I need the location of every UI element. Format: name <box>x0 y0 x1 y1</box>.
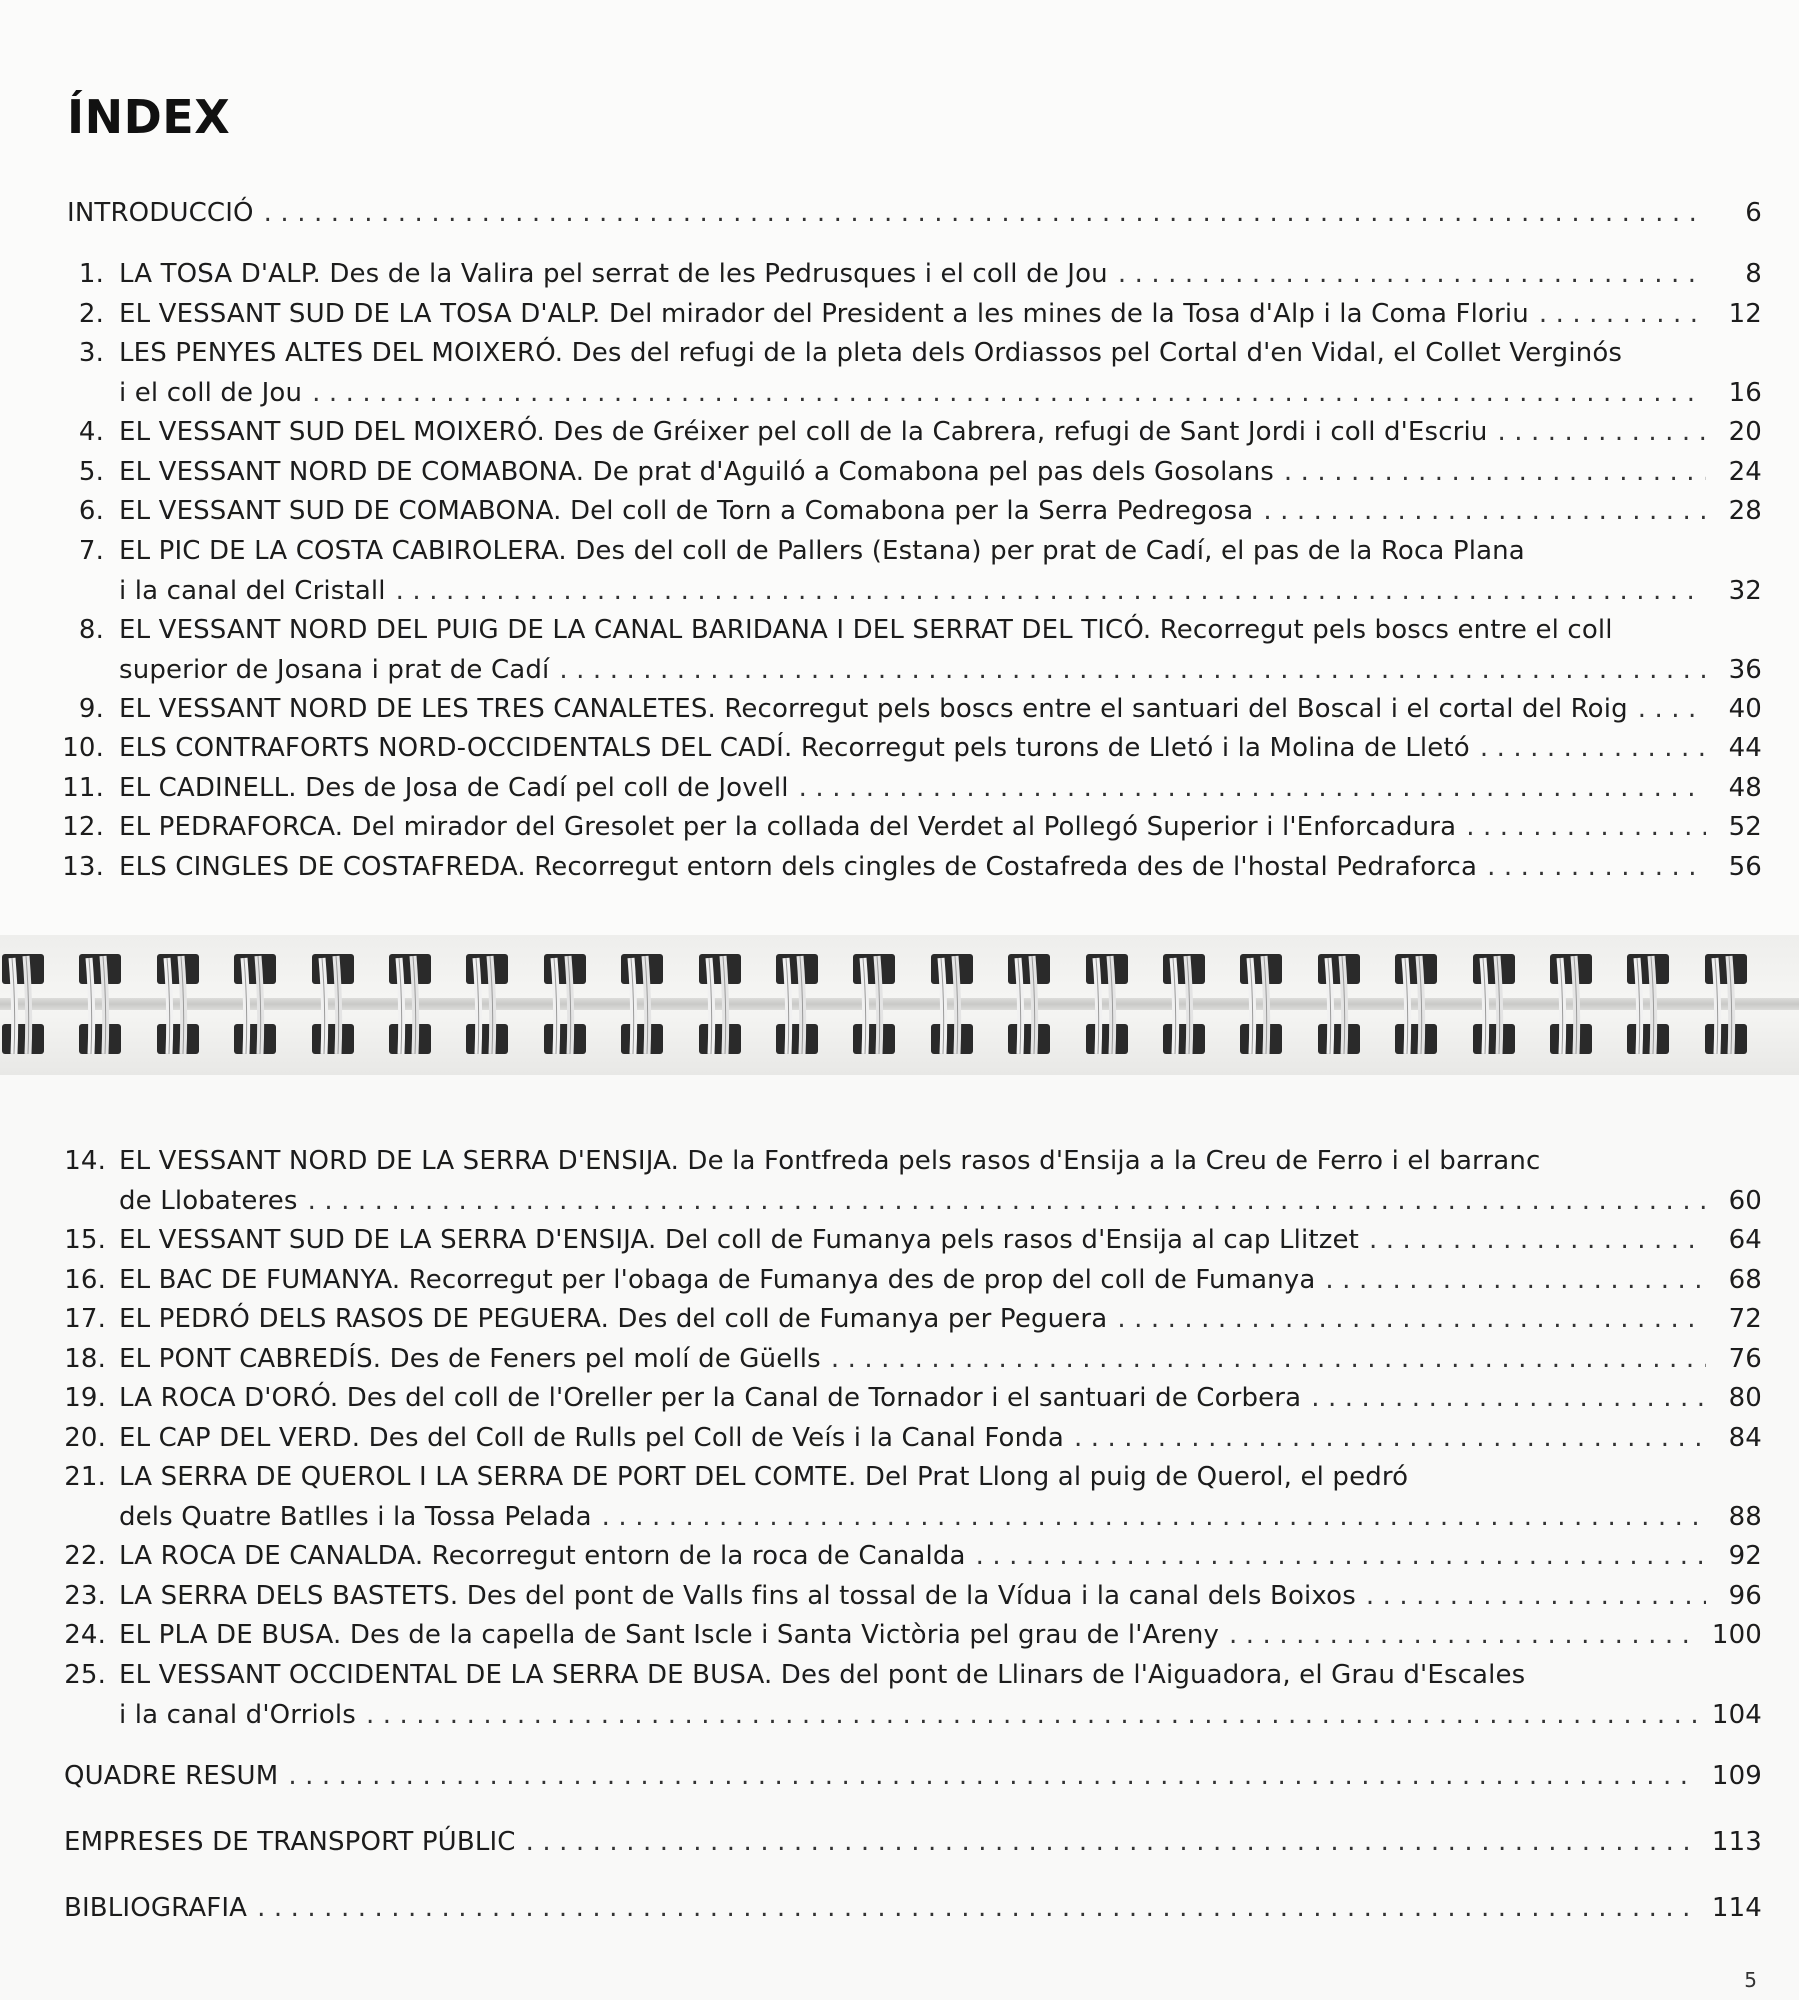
chapter-number: 15. <box>64 1225 106 1255</box>
dot-leader <box>257 1888 1698 1928</box>
toc-chapter <box>62 768 1762 808</box>
toc-page-number: 8 <box>1745 259 1762 289</box>
toc-entry <box>64 1756 1762 1796</box>
toc-entry-text: EL VESSANT NORD DEL PUIG DE LA CANAL BARIDANA I DEL SERRAT DEL TICÓ. Recorregut pels boscs entre el coll <box>119 614 1613 645</box>
toc-entry-text: i la canal d'Orriols <box>119 1699 356 1730</box>
toc-page-number: 20 <box>1728 417 1762 447</box>
toc-entry <box>64 1888 1762 1928</box>
dot-leader <box>1539 294 1706 334</box>
chapter-number: 3. <box>78 338 104 368</box>
toc-page-number: 114 <box>1711 1893 1762 1923</box>
toc-entry-text: EL PEDRÓ DELS RASOS DE PEGUERA. Des del coll de Fumanya per Peguera <box>119 1304 1108 1334</box>
toc-entry <box>67 193 1762 233</box>
chapter-number: 7. <box>78 535 104 566</box>
chapter-number: 5. <box>78 456 104 487</box>
toc-chapter <box>78 531 1762 611</box>
dot-leader <box>1366 1576 1706 1616</box>
toc-page-number: 68 <box>1728 1264 1762 1295</box>
toc-chapter <box>64 1220 1762 1260</box>
toc-page-number: 76 <box>1728 1343 1762 1374</box>
toc-entry-text: EL VESSANT NORD DE LA SERRA D'ENSIJA. De la Fontfreda pels rasos d'Ensija a la Creu de Ferro i el barranc <box>119 1146 1541 1176</box>
toc-entry-text: ELS CINGLES DE COSTAFREDA. Recorregut entorn dels cingles de Costafreda des de l'hostal Pedraforca <box>119 851 1478 882</box>
toc-entry-text: ELS CONTRAFORTS NORD-OCCIDENTALS DEL CADÍ. Recorregut pels turons de Lletó i la Molina de Lletó <box>119 733 1470 763</box>
spiral-coil <box>1006 950 1052 1062</box>
spiral-coil <box>1625 950 1671 1062</box>
spiral-coil <box>542 950 588 1062</box>
toc-entry-text: i la canal del Cristall <box>119 575 386 606</box>
toc-entry-text: EL VESSANT SUD DE COMABONA. Del coll de Torn a Comabona per la Serra Pedregosa <box>119 496 1254 526</box>
spiral-coil <box>1161 950 1207 1062</box>
toc-entry-text: EL CAP DEL VERD. Des del Coll de Rulls pel Coll de Veís i la Canal Fonda <box>119 1422 1064 1453</box>
dot-leader <box>1074 1418 1706 1458</box>
toc-page-number: 28 <box>1728 496 1762 526</box>
toc-entry-text: dels Quatre Batlles i la Tossa Pelada <box>119 1502 592 1532</box>
spiral-coil <box>387 950 433 1062</box>
page-number: 5 <box>1744 1968 1757 1992</box>
spiral-coil <box>310 950 356 1062</box>
toc-page-number: 40 <box>1728 693 1762 724</box>
dot-leader <box>559 650 1706 690</box>
toc-chapter <box>62 807 1762 847</box>
toc-entry-text: EL PLA DE BUSA. Des de la capella de Sant Iscle i Santa Victòria pel grau de l'Areny <box>119 1620 1220 1650</box>
toc-page-number: 72 <box>1728 1304 1762 1334</box>
chapter-number: 10. <box>62 733 104 763</box>
toc-chapter <box>64 1655 1762 1735</box>
dot-leader <box>1480 728 1706 768</box>
spiral-coil <box>851 950 897 1062</box>
dot-leader <box>1229 1615 1698 1655</box>
toc-entry-text: EL VESSANT SUD DE LA SERRA D'ENSIJA. Del coll de Fumanya pels rasos d'Ensija al cap Llitzet <box>119 1225 1359 1255</box>
toc-chapter <box>78 491 1762 531</box>
dot-leader <box>831 1339 1706 1379</box>
chapter-number: 19. <box>64 1383 106 1413</box>
dot-leader <box>396 571 1706 611</box>
dot-leader <box>264 193 1706 233</box>
chapter-number: 4. <box>78 417 104 447</box>
spiral-coil <box>232 950 278 1062</box>
spiral-coil <box>929 950 975 1062</box>
toc-chapter <box>64 1299 1762 1339</box>
toc-page-number: 84 <box>1728 1422 1762 1453</box>
toc-entry-text: EL PIC DE LA COSTA CABIROLERA. Des del coll de Pallers (Estana) per prat de Cadí, el pas de la Roca Plana <box>119 535 1525 566</box>
toc-entry-text: EL VESSANT SUD DE LA TOSA D'ALP. Del mirador del President a les mines de la Tosa d'Alp i la Coma Floriu <box>119 298 1529 329</box>
toc-page-number: 24 <box>1728 456 1762 487</box>
dot-leader <box>1638 689 1706 729</box>
toc-chapter <box>62 728 1762 768</box>
toc-entry-text: LA ROCA D'ORÓ. Des del coll de l'Oreller per la Canal de Tornador i el santuari de Corbera <box>119 1383 1302 1413</box>
dot-leader <box>1466 807 1706 847</box>
toc-page-number: 96 <box>1728 1580 1762 1611</box>
toc-chapter <box>78 689 1762 729</box>
dot-leader <box>602 1497 1706 1537</box>
toc-entry-text: de Llobateres <box>119 1186 298 1216</box>
dot-leader <box>1487 847 1706 887</box>
dot-leader <box>1498 412 1707 452</box>
chapter-number: 24. <box>64 1620 106 1650</box>
spiral-coil <box>1393 950 1439 1062</box>
toc-chapter <box>64 1576 1762 1616</box>
chapter-number: 21. <box>64 1462 106 1492</box>
toc-entry-text: EMPRESES DE TRANSPORT PÚBLIC <box>64 1827 516 1857</box>
dot-leader <box>308 1181 1706 1221</box>
toc-page-number: 113 <box>1711 1827 1762 1857</box>
toc-page-number: 109 <box>1711 1761 1762 1791</box>
dot-leader <box>799 768 1706 808</box>
dot-leader <box>1284 452 1706 492</box>
toc-chapter <box>64 1418 1762 1458</box>
toc-page-number: 48 <box>1728 772 1762 803</box>
toc-entry-text: LA TOSA D'ALP. Des de la Valira pel serrat de les Pedrusques i el coll de Jou <box>119 259 1108 289</box>
dot-leader <box>1263 491 1706 531</box>
toc-chapter <box>64 1615 1762 1655</box>
toc-entry-text: i el coll de Jou <box>119 378 303 408</box>
toc-chapter <box>78 452 1762 492</box>
dot-leader <box>1117 1299 1706 1339</box>
chapter-number: 25. <box>64 1659 106 1690</box>
toc-entry-text: BIBLIOGRAFIA <box>64 1893 248 1923</box>
toc-chapter <box>64 1260 1762 1300</box>
toc-page-number: 64 <box>1728 1225 1762 1255</box>
toc-page-number: 16 <box>1728 378 1762 408</box>
toc-entry-text: EL VESSANT NORD DE COMABONA. De prat d'Aguiló a Comabona pel pas dels Gosolans <box>119 456 1274 487</box>
toc-entry <box>64 1822 1762 1862</box>
chapter-number: 14. <box>64 1146 106 1176</box>
chapter-number: 23. <box>64 1580 106 1611</box>
spiral-coil <box>619 950 665 1062</box>
toc-entry-text: EL PONT CABREDÍS. Des de Feners pel molí de Güells <box>119 1343 821 1374</box>
toc-entry-text: EL BAC DE FUMANYA. Recorregut per l'obaga de Fumanya des de prop del coll de Fumanya <box>119 1264 1316 1295</box>
dot-leader <box>366 1695 1698 1735</box>
toc-entry-text: QUADRE RESUM <box>64 1761 279 1791</box>
spiral-coil <box>77 950 123 1062</box>
toc-entry-text: LES PENYES ALTES DEL MOIXERÓ. Des del refugi de la pleta dels Ordiassos pel Cortal d'en Vidal, el Collet Verginós <box>119 338 1623 368</box>
spiral-coil <box>0 950 46 1062</box>
dot-leader <box>976 1536 1706 1576</box>
toc-entry-text: EL VESSANT OCCIDENTAL DE LA SERRA DE BUSA. Des del pont de Llinars de l'Aiguadora, el Grau d'Escales <box>119 1659 1526 1690</box>
toc-entry-text: LA ROCA DE CANALDA. Recorregut entorn de la roca de Canalda <box>119 1541 966 1571</box>
toc-entry-text: EL VESSANT SUD DEL MOIXERÓ. Des de Gréixer pel coll de la Cabrera, refugi de Sant Jordi i coll d'Escriu <box>119 417 1488 447</box>
toc-page-number: 12 <box>1728 298 1762 329</box>
toc-chapter <box>64 1141 1762 1221</box>
spiral-coil <box>1316 950 1362 1062</box>
toc-page-number: 100 <box>1711 1620 1762 1650</box>
chapter-number: 1. <box>78 259 104 289</box>
toc-page-number: 6 <box>1745 198 1762 228</box>
toc-page-number: 32 <box>1728 575 1762 606</box>
dot-leader <box>1369 1220 1706 1260</box>
chapter-number: 8. <box>78 614 104 645</box>
toc-chapter <box>78 294 1762 334</box>
toc-chapter <box>64 1457 1762 1537</box>
spiral-coil <box>1084 950 1130 1062</box>
toc-page-number: 36 <box>1728 654 1762 685</box>
chapter-number: 17. <box>64 1304 106 1334</box>
chapter-number: 22. <box>64 1541 106 1571</box>
spiral-coil <box>464 950 510 1062</box>
toc-page-number: 104 <box>1711 1699 1762 1730</box>
spiral-coil <box>774 950 820 1062</box>
chapter-number: 13. <box>62 851 104 882</box>
spiral-coil <box>697 950 743 1062</box>
chapter-number: 18. <box>64 1343 106 1374</box>
page-title: ÍNDEX <box>67 90 231 144</box>
spiral-coil <box>1471 950 1517 1062</box>
toc-entry-text: EL VESSANT NORD DE LES TRES CANALETES. Recorregut pels boscs entre el santuari del Boscal i el cortal del Roig <box>119 693 1628 724</box>
chapter-number: 9. <box>78 693 104 724</box>
dot-leader <box>312 373 1706 413</box>
chapter-number: 12. <box>62 812 104 842</box>
chapter-number: 20. <box>64 1422 106 1453</box>
dot-leader <box>1311 1378 1706 1418</box>
toc-page-number: 56 <box>1728 851 1762 882</box>
spiral-coil <box>155 950 201 1062</box>
toc-chapter <box>62 847 1762 887</box>
toc-entry-text: EL PEDRAFORCA. Del mirador del Gresolet per la collada del Verdet al Pollegó Superior i l'Enforcadura <box>119 812 1457 842</box>
toc-chapter <box>64 1378 1762 1418</box>
spiral-coil <box>1703 950 1749 1062</box>
spiral-coil <box>1238 950 1284 1062</box>
chapter-number: 6. <box>78 496 104 526</box>
chapter-number: 11. <box>62 772 104 803</box>
toc-entry-text: superior de Josana i prat de Cadí <box>119 654 550 685</box>
toc-page-number: 44 <box>1728 733 1762 763</box>
toc-chapter <box>78 254 1762 294</box>
toc-entry-text: EL CADINELL. Des de Josa de Cadí pel coll de Jovell <box>119 772 789 803</box>
toc-chapter <box>78 412 1762 452</box>
toc-page-number: 88 <box>1728 1502 1762 1532</box>
dot-leader <box>288 1756 1698 1796</box>
dot-leader <box>1325 1260 1706 1300</box>
toc-entry-text: LA SERRA DELS BASTETS. Des del pont de Valls fins al tossal de la Vídua i la canal dels Boixos <box>119 1580 1356 1611</box>
toc-entry-text: LA SERRA DE QUEROL I LA SERRA DE PORT DEL COMTE. Del Prat Llong al puig de Querol, el pedró <box>119 1462 1409 1492</box>
toc-page-number: 52 <box>1728 812 1762 842</box>
toc-chapter <box>78 610 1762 690</box>
toc-chapter <box>64 1339 1762 1379</box>
spiral-coil <box>1548 950 1594 1062</box>
toc-page-number: 60 <box>1728 1186 1762 1216</box>
dot-leader <box>1118 254 1706 294</box>
toc-page-number: 80 <box>1728 1383 1762 1413</box>
toc-entry-text: INTRODUCCIÓ <box>67 198 254 228</box>
toc-chapter <box>64 1536 1762 1576</box>
chapter-number: 2. <box>78 298 104 329</box>
dot-leader <box>526 1822 1698 1862</box>
toc-chapter <box>78 333 1762 413</box>
toc-page-number: 92 <box>1728 1541 1762 1571</box>
chapter-number: 16. <box>64 1264 106 1295</box>
